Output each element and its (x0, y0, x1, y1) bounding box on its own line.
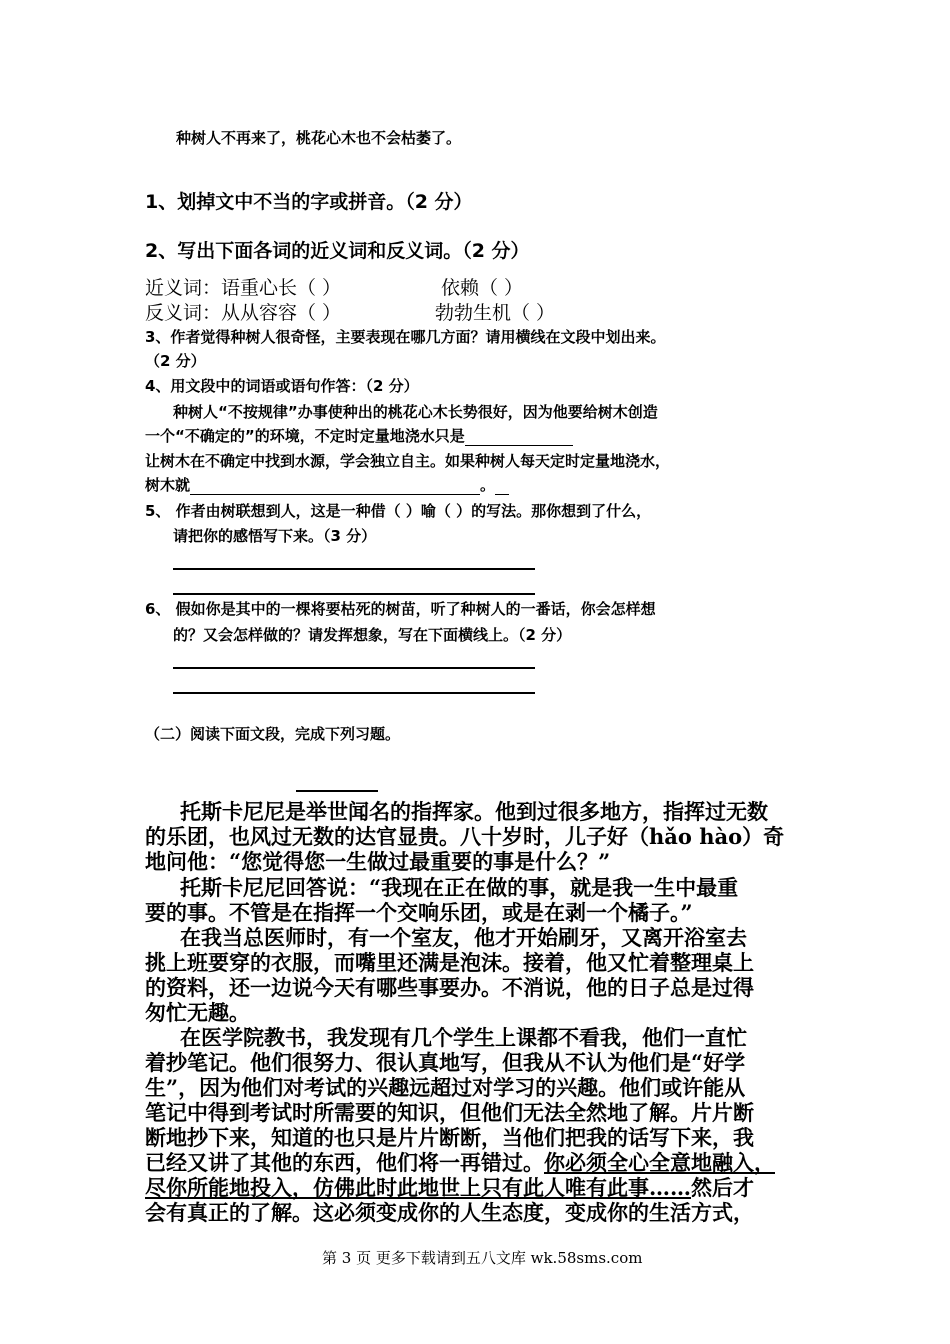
reading-p4-line5: 断地抄下来，知道的也只是片片断断，当他们把我的话写下来，我 (145, 1125, 754, 1150)
reading-p2-line1: 托斯卡尼尼回答说：“我现在正在做的事，就是我一生中最重 (180, 875, 739, 900)
q5-answer-line-2[interactable] (173, 593, 535, 595)
question-4-line2: 种树人“不按规律”办事使种出的桃花心木长势很好，因为他要给树木创造 (173, 403, 658, 421)
reading-p4-line4: 笔记中得到考试时所需要的知识，但他们无法全然地了解。片片断 (145, 1100, 754, 1125)
question-3-line2: （2 分） (145, 352, 206, 370)
passage-tail: 种树人不再来了，桃花心木也不会枯萎了。 (176, 129, 462, 147)
question-2: 2、写出下面各词的近义词和反义词。（2 分） (145, 240, 530, 262)
q6-answer-line-2[interactable] (173, 692, 535, 694)
q2-antonym-a: 反义词：从从容容（ ） (145, 302, 342, 324)
q2-synonym-b: 依赖（ ） (441, 277, 524, 299)
reading-p4-line3: 生”，因为他们对考试的兴趣远超过对学习的兴趣。他们或许能从 (145, 1075, 746, 1100)
reading-p3-line2: 挑上班要穿的衣服，而嘴里还满是泡沫。接着，他又忙着整理桌上 (145, 950, 754, 975)
question-6-line2: 的？又会怎样做的？请发挥想象，写在下面横线上。（2 分） (173, 626, 572, 644)
underlined-sentence-part2: 尽你所能地投入，仿佛此时此地世上只有此人唯有此事…… (145, 1175, 691, 1200)
q2-antonym-b: 勃勃生机（ ） (435, 302, 556, 324)
q2-synonym-a: 近义词：语重心长（ ） (145, 277, 342, 299)
underlined-sentence-part1: 你必须全心全意地融入， (544, 1150, 775, 1175)
reading-p4-line1: 在医学院教书，我发现有几个学生上课都不看我，他们一直忙 (180, 1025, 747, 1050)
reading-p1-line1: 托斯卡尼尼是举世闻名的指挥家。他到过很多地方，指挥过无数 (180, 799, 768, 824)
question-5-line1: 5、 作者由树联想到人，这是一种借（ ）喻（ ）的写法。那你想到了什么， (145, 502, 652, 520)
question-3-line1: 3、作者觉得种树人很奇怪，主要表现在哪几方面？请用横线在文段中划出来。 (145, 328, 666, 346)
question-4-line4: 让树木在不确定中找到水源，学会独立自主。如果种树人每天定时定量地浇水， (145, 452, 671, 470)
reading-p2-line2: 要的事。不管是在指挥一个交响乐团，或是在剥一个橘子。” (145, 900, 693, 925)
question-1: 1、划掉文中不当的字或拼音。（2 分） (145, 191, 473, 213)
reading-p4-line2: 着抄笔记。他们很努力、很认真地写，但我从不认为他们是“好学 (145, 1050, 746, 1075)
question-5-line2: 请把你的感悟写下来。（3 分） (173, 527, 377, 545)
reading-p3-line4: 匆忙无趣。 (145, 1000, 250, 1025)
section-2-heading: （二）阅读下面文段，完成下列习题。 (145, 725, 401, 743)
reading-p3-line1: 在我当总医师时，有一个室友，他才开始刷牙，又离开浴室去 (180, 925, 747, 950)
reading-p4-line6: 已经又讲了其他的东西，他们将一再错过。你必须全心全意地融入， (145, 1150, 775, 1175)
reading-p4-line8: 会有真正的了解。这必须变成你的人生态度，变成你的生活方式， (145, 1200, 754, 1225)
reading-p1-line2: 的乐团，也风过无数的达官显贵。八十岁时，儿子好（hǎo hào）奇 (145, 824, 785, 849)
reading-p4-line7: 尽你所能地投入，仿佛此时此地世上只有此人唯有此事……然后才 (145, 1175, 754, 1200)
question-6-line1: 6、 假如你是其中的一棵将要枯死的树苗，听了种树人的一番话，你会怎样想 (145, 600, 656, 618)
question-4-line3: 一个“不确定的”的环境，不定时定量地浇水只是 (145, 425, 573, 446)
q4-answer-blank-2[interactable] (190, 478, 480, 495)
q5-answer-line-1[interactable] (173, 568, 535, 570)
q4-answer-blank-1[interactable] (465, 429, 573, 446)
page-footer: 第 3 页 更多下载请到五八文库 wk.58sms.com (322, 1249, 643, 1267)
reading-p3-line3: 的资料，还一边说今天有哪些事要办。不消说，他的日子总是过得 (145, 975, 754, 1000)
title-blank-line[interactable] (296, 790, 378, 792)
question-4-line1: 4、用文段中的词语或语句作答：（2 分） (145, 377, 419, 395)
q6-answer-line-1[interactable] (173, 667, 535, 669)
question-4-line5: 树木就 。 (145, 474, 509, 495)
reading-p1-line3: 地问他：“您觉得您一生做过最重要的事是什么？” (145, 849, 611, 874)
